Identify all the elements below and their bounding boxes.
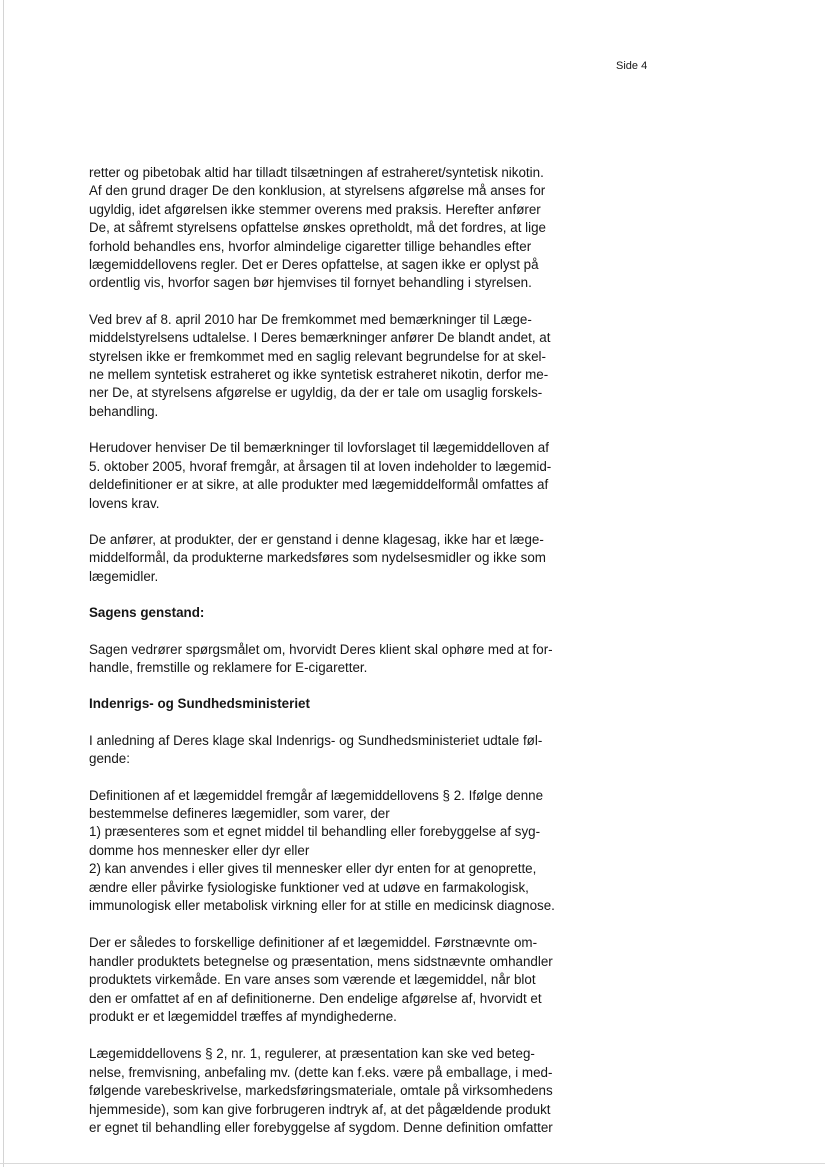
text-line: produkt er et lægemiddel træffes af myndighederne.	[89, 1009, 397, 1025]
text-line: retter og pibetobak altid har tilladt tilsætningen af estraheret/syntetisk nikotin.	[89, 165, 544, 180]
paragraph-bill-remarks	[89, 439, 571, 513]
text-line: ændre eller påvirke fysiologiske funktioner ved at udøve en farmakologisk,	[89, 879, 529, 895]
paragraph-letter-april	[89, 311, 571, 421]
text-line: styrelsen ikke er fremkommet med en saglig relevant begrundelse for at skel-	[89, 348, 546, 364]
text-line: hjemmeside), som kan give forbrugeren indtryk af, at det pågældende produkt	[89, 1101, 551, 1117]
text-line: den er omfattet af en af definitionerne. Den endelige afgørelse af, hvorvidt et	[89, 990, 542, 1006]
text-line: nelse, fremvisning, anbefaling mv. (dette kan f.eks. være på emballage, i med-	[89, 1064, 553, 1080]
text-line: immunologisk eller metabolisk virkning eller for at stille en medicinsk diagnose.	[89, 898, 555, 913]
scan-edge-bottom	[0, 1163, 825, 1164]
letter-body	[89, 164, 571, 1155]
paragraph-presentation	[89, 1045, 571, 1137]
text-line: lovens krav.	[89, 495, 160, 511]
text-line: Der er således to forskellige definitioner af et lægemiddel. Førstnævnte om-	[89, 935, 538, 951]
text-line: middelstyrelsens udtalelse. I Deres bemærkninger anfører De blandt andet, at	[89, 330, 551, 346]
text-line: 1) præsenteres som et egnet middel til behandling eller forebyggelse af syg-	[89, 824, 541, 840]
text-line: produktets virkemåde. En vare anses som værende et lægemiddel, når blot	[89, 972, 536, 988]
heading-case-subject: Sagens genstand:	[89, 605, 205, 621]
text-line: behandling.	[89, 403, 159, 419]
text-line: middelformål, da produkterne markedsføres som nydelsesmidler og ikke som	[89, 550, 546, 566]
text-line: I anledning af Deres klage skal Indenrigs- og Sundhedsministeriet udtale føl-	[89, 732, 543, 748]
paragraph-two-definitions	[89, 934, 571, 1026]
text-line: handler produktets betegnelse og præsentation, mens sidstnævnte omhandler	[89, 953, 553, 969]
text-line: Herudover henviser De til bemærkninger til lovforslaget til lægemiddelloven af	[89, 440, 549, 456]
text-line: ne mellem syntetisk estraheret og ikke syntetisk estraheret nikotin, derfor me-	[89, 367, 549, 383]
text-line: deldefinitioner er at sikre, at alle produkter med lægemiddelformål omfattes af	[89, 477, 549, 493]
text-line: handle, fremstille og reklamere for E-cigaretter.	[89, 659, 368, 675]
scan-edge-left	[3, 0, 4, 1167]
text-line: lægemidler.	[89, 568, 159, 584]
paragraph-ministry-intro	[89, 732, 571, 769]
text-line: domme hos mennesker eller dyr eller	[89, 842, 310, 858]
text-line: Ved brev af 8. april 2010 har De fremkommet med bemærkninger til Læge-	[89, 311, 532, 327]
text-line: forhold behandles ens, hvorfor almindelige cigaretter tillige behandles efter	[89, 238, 532, 254]
text-line: Af den grund drager De den konklusion, at styrelsens afgørelse må anses for	[89, 183, 546, 199]
text-line: Definitionen af et lægemiddel fremgår af lægemiddellovens § 2. Ifølge denne	[89, 787, 544, 803]
paragraph-products-purpose	[89, 531, 571, 586]
page-number: Side 4	[616, 60, 648, 72]
text-line: bestemmelse defineres lægemidler, som varer, der	[89, 805, 390, 821]
text-line: De, at såfremt styrelsens opfattelse ønskes opretholdt, må det fordres, at lige	[89, 220, 546, 236]
paragraph-claims	[89, 164, 571, 293]
text-line: er egnet til behandling eller forebyggelse af sygdom. Denne definition omfatter	[89, 1120, 553, 1136]
text-line: gende:	[89, 751, 130, 767]
paragraph-case-subject	[89, 641, 571, 678]
text-line: lægemiddellovens regler. Det er Deres opfattelse, at sagen ikke er oplyst på	[89, 257, 539, 273]
text-line: De anfører, at produkter, der er genstand i denne klagesag, ikke har et læge-	[89, 531, 544, 547]
text-line: ordentlig vis, hvorfor sagen bør hjemvises til fornyet behandling i styrelsen.	[89, 275, 532, 291]
text-line: Lægemiddellovens § 2, nr. 1, regulerer, at præsentation kan ske ved beteg-	[89, 1046, 535, 1062]
heading-ministry: Indenrigs- og Sundhedsministeriet	[89, 696, 310, 712]
text-line: 5. oktober 2005, hvoraf fremgår, at årsagen til at loven indeholder to lægemid-	[89, 458, 552, 474]
text-line: følgende varebeskrivelse, markedsføringsmateriale, omtale på virksomhedens	[89, 1083, 553, 1099]
text-line: 2) kan anvendes i eller gives til mennesker eller dyr enten for at genoprette,	[89, 861, 537, 877]
text-line: Sagen vedrører spørgsmålet om, hvorvidt Deres klient skal ophøre med at for-	[89, 641, 553, 657]
paragraph-definition	[89, 787, 571, 916]
text-line: ugyldig, idet afgørelsen ikke stemmer overens med praksis. Herefter anfører	[89, 201, 541, 217]
text-line: ner De, at styrelsens afgørelse er ugyldig, da der er tale om usaglig forskels-	[89, 385, 543, 401]
